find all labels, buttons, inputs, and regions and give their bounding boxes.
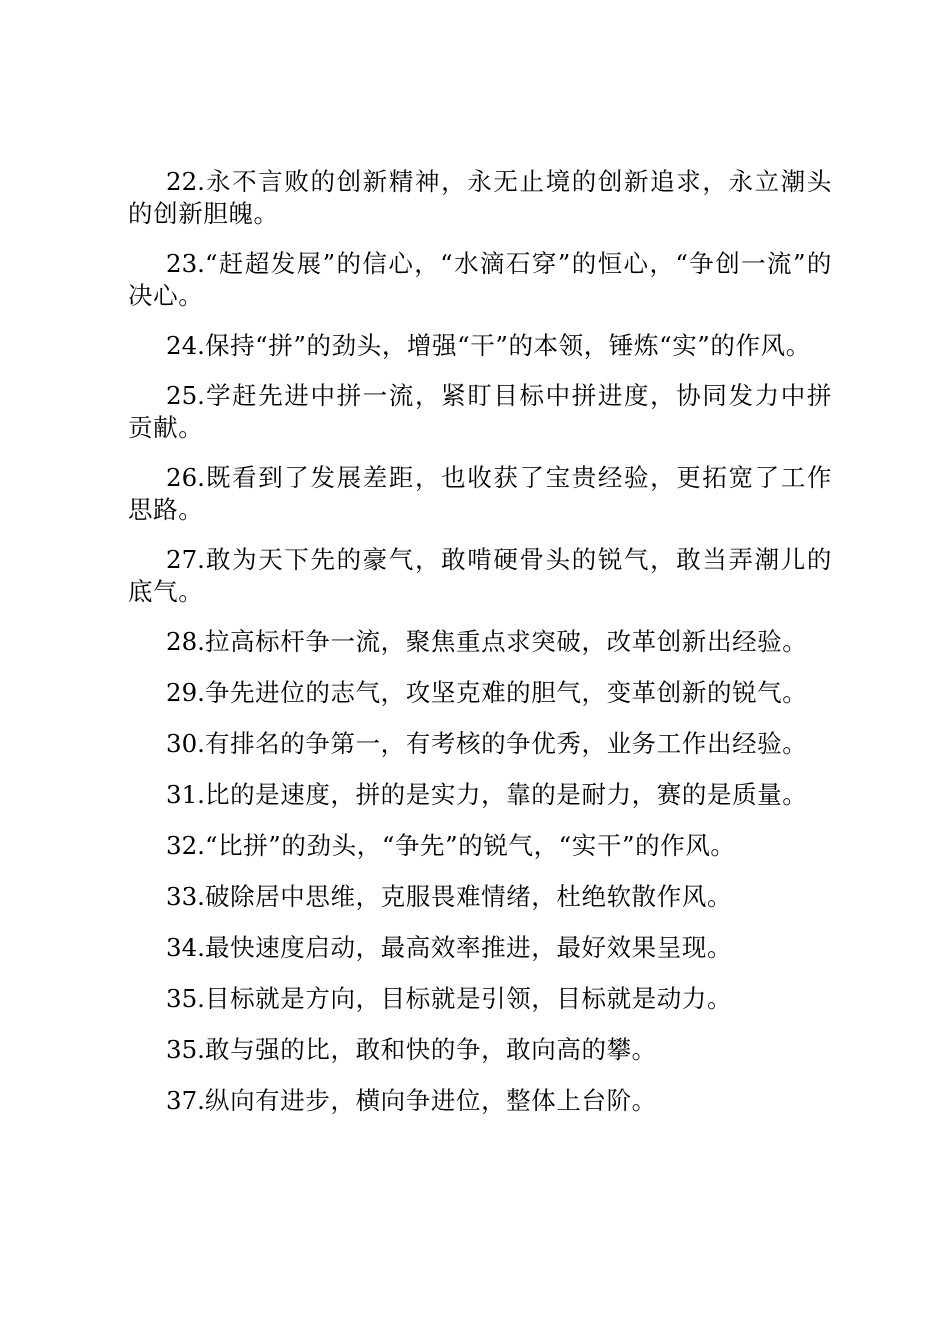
list-item [128, 932, 832, 964]
item-number: 22. [166, 167, 205, 196]
item-text: 目标就是方向，目标就是引领，目标就是动力。 [204, 984, 733, 1013]
item-number: 25. [166, 381, 205, 410]
list-item [128, 830, 832, 862]
item-text: 保持“拼”的劲头，增强“干”的本领，锤炼“实”的作风。 [204, 331, 811, 360]
item-number: 27. [166, 545, 205, 574]
item-text: 学赶先进中拼一流，紧盯目标中拼进度，协同发力中拼贡献。 [128, 381, 832, 442]
item-number: 30. [166, 729, 205, 758]
list-item [128, 1085, 832, 1117]
item-number: 33. [166, 882, 205, 911]
item-text: 争先进位的志气，攻坚克难的胆气，变革创新的锐气。 [204, 678, 808, 707]
list-item [128, 462, 832, 526]
item-number: 37. [166, 1086, 205, 1115]
item-text: “赶超发展”的信心，“水滴石穿”的恒心，“争创一流”的决心。 [128, 249, 832, 310]
item-text: 永不言败的创新精神，永无止境的创新追求，永立潮头的创新胆魄。 [128, 167, 832, 228]
list-item [128, 544, 832, 608]
item-number: 28. [166, 627, 205, 656]
list-item [128, 983, 832, 1015]
item-number: 31. [166, 780, 205, 809]
item-text: 敢为天下先的豪气，敢啃硬骨头的锐气，敢当弄潮儿的底气。 [128, 545, 832, 606]
item-text: “比拼”的劲头，“争先”的锐气，“实干”的作风。 [204, 831, 736, 860]
list-item [128, 380, 832, 444]
item-text: 破除居中思维，克服畏难情绪，杜绝软散作风。 [204, 882, 733, 911]
list-item [128, 166, 832, 230]
item-text: 最快速度启动，最高效率推进，最好效果呈现。 [204, 933, 733, 962]
list-item [128, 1034, 832, 1066]
item-number: 32. [166, 831, 205, 860]
item-text: 敢与强的比，敢和快的争，敢向高的攀。 [204, 1035, 657, 1064]
item-number: 24. [166, 331, 205, 360]
list-item [128, 248, 832, 312]
item-text: 既看到了发展差距，也收获了宝贵经验，更拓宽了工作思路。 [128, 463, 832, 524]
list-item [128, 779, 832, 811]
item-number: 23. [166, 249, 205, 278]
list-item [128, 881, 832, 913]
item-number: 35. [166, 984, 205, 1013]
list-item [128, 330, 832, 362]
list-item [128, 626, 832, 658]
item-text: 有排名的争第一，有考核的争优秀，业务工作出经验。 [204, 729, 808, 758]
item-number: 35. [166, 1035, 205, 1064]
list-item [128, 677, 832, 709]
item-number: 26. [166, 463, 205, 492]
document-body [128, 166, 832, 1136]
item-text: 比的是速度，拼的是实力，靠的是耐力，赛的是质量。 [204, 780, 808, 809]
item-number: 29. [166, 678, 205, 707]
list-item [128, 728, 832, 760]
item-text: 拉高标杆争一流，聚焦重点求突破，改革创新出经验。 [204, 627, 808, 656]
item-text: 纵向有进步，横向争进位，整体上台阶。 [204, 1086, 657, 1115]
item-number: 34. [166, 933, 205, 962]
